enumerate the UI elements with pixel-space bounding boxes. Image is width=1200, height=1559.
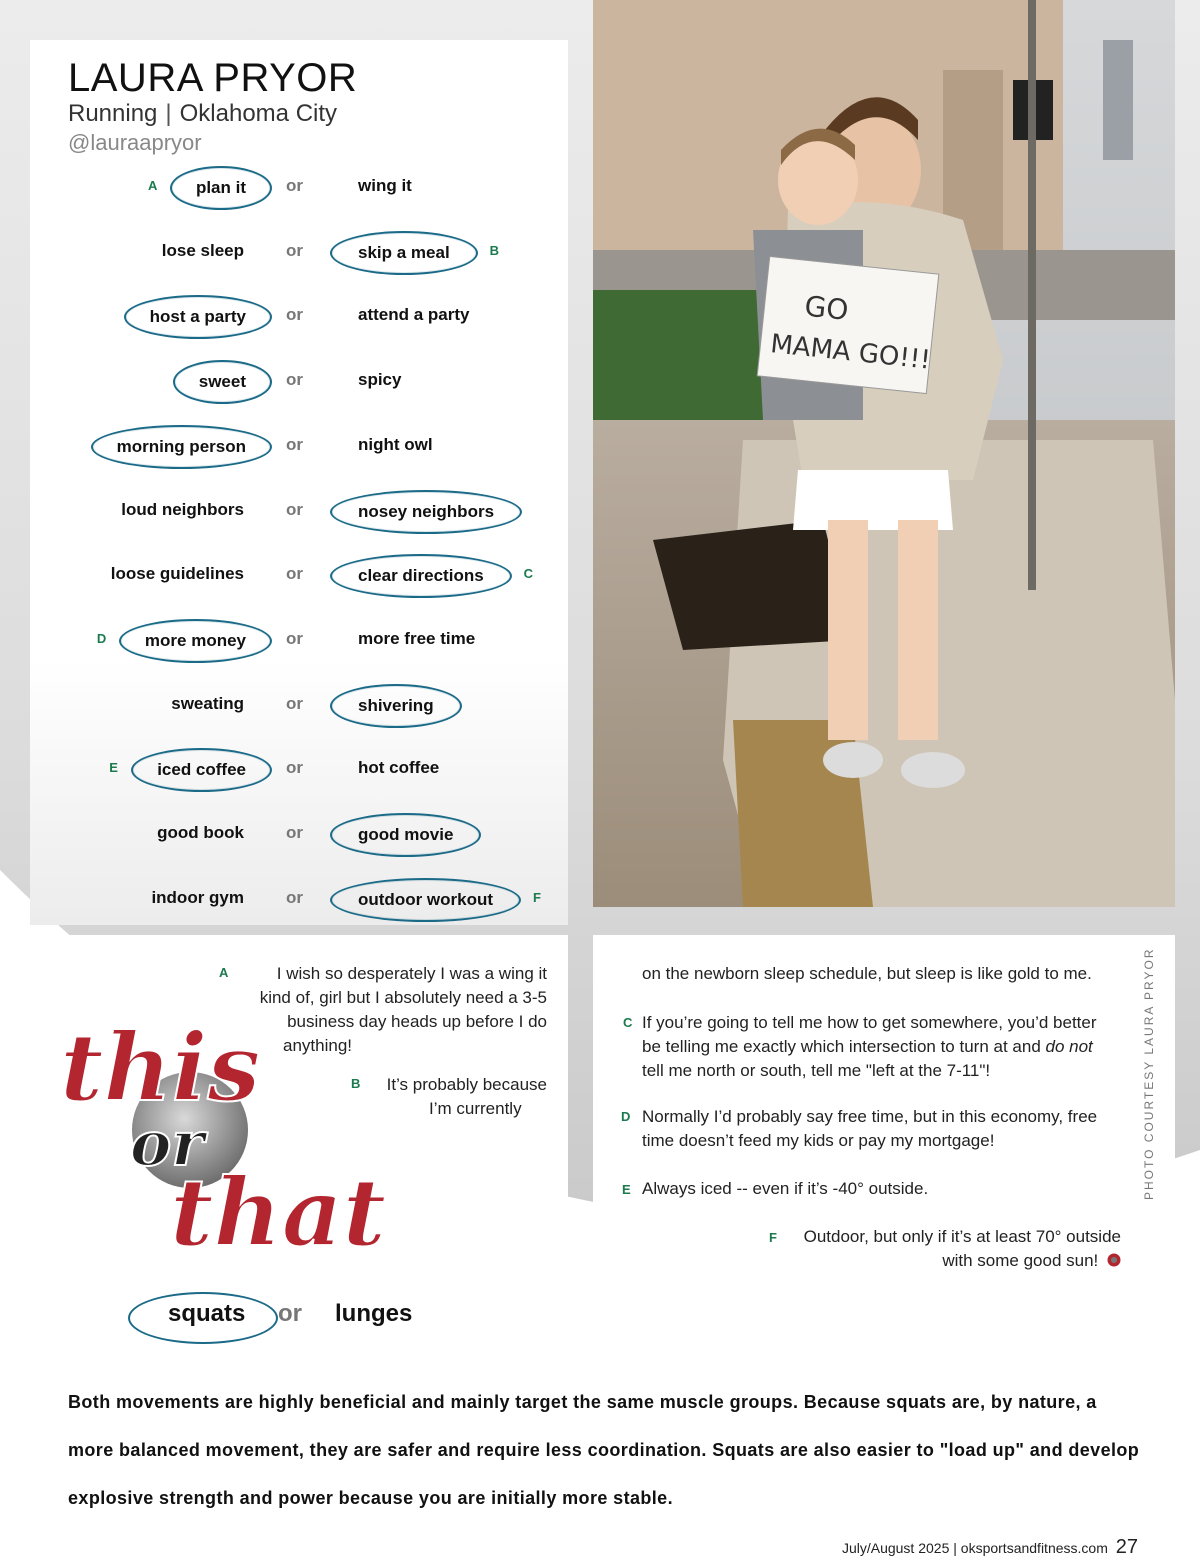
answer-f (793, 1225, 1121, 1273)
answer-b-line1: It’s probably because (386, 1075, 547, 1094)
choice-row (0, 166, 570, 206)
logo-word-that: that (170, 1158, 387, 1268)
answer-letter-e: E (622, 1182, 631, 1197)
choice-right-picked: clear directions (330, 554, 512, 598)
choice-row (0, 554, 570, 594)
choice-right-picked: good movie (330, 813, 481, 857)
choice-letter: A (147, 178, 158, 193)
answer-letter-b: B (351, 1076, 361, 1091)
answer-a (243, 962, 547, 1058)
answer-a-line2: kind of, girl but I absolutely need a 3-5 (259, 988, 547, 1007)
answer-letter-c: C (623, 1015, 633, 1030)
answer-c-line3: tell me north or south, tell me "left at the 7-11"! (642, 1061, 991, 1080)
footer-separator: | (953, 1540, 957, 1556)
choice-row (0, 231, 570, 271)
or-label: or (286, 628, 303, 648)
choice-letter: E (109, 760, 118, 776)
athlete-name: LAURA PRYOR (68, 56, 358, 100)
choice-row (0, 425, 570, 465)
or-label: or (286, 823, 303, 842)
tip-option-right: lunges (335, 1300, 413, 1327)
or-label: or (286, 305, 303, 325)
choice-left: sweating (171, 693, 244, 713)
choice-left: indoor gym (151, 887, 244, 907)
or-label: or (286, 693, 303, 713)
end-mark-icon (1107, 1253, 1121, 1267)
choice-row (0, 684, 570, 724)
choice-row (0, 748, 570, 788)
answer-d (642, 1105, 1097, 1153)
sport-city-line (68, 100, 337, 128)
choice-right: wing it (358, 176, 412, 195)
or-label: or (286, 758, 303, 778)
choice-row (0, 360, 570, 400)
choice-left: lose sleep (161, 240, 244, 260)
choice-letter: D (96, 630, 107, 646)
choice-letter: B (489, 242, 500, 258)
choice-left: good book (157, 823, 244, 842)
answer-a-line4: anything! (283, 1036, 352, 1055)
or-label: or (286, 176, 303, 195)
answer-f-line2: with some good sun! (942, 1251, 1099, 1270)
or-label: or (286, 370, 303, 390)
choice-left: loud neighbors (121, 499, 244, 519)
sign-text-line2: MAMA GO!!! (769, 329, 932, 376)
choice-left-picked: morning person (91, 425, 272, 469)
choice-left-picked: iced coffee (131, 748, 272, 792)
separator: | (165, 100, 172, 127)
choice-left-picked: plan it (170, 166, 272, 210)
choice-left-picked: sweet (173, 360, 272, 404)
choice-row (0, 490, 570, 530)
answer-a-line1: I wish so desperately I was a wing it (276, 964, 547, 983)
answer-c-line1: If you’re going to tell me how to get somewhere, you’d better (642, 1013, 1097, 1032)
answer-c-emphasis: do not (1045, 1037, 1093, 1056)
sport: Running (68, 100, 158, 127)
or-label: or (286, 240, 303, 260)
issue-date: July/August 2025 (841, 1540, 950, 1556)
choice-right: spicy (358, 370, 402, 390)
website-link[interactable]: oksportsandfitness.com (960, 1540, 1108, 1556)
answer-b (376, 1073, 547, 1121)
tip-body-text: Both movements are highly beneficial and mainly target the same muscle groups. Because squats are, by nature, a more balanced movement, they are safer and require less coordination. Squats are also easier to "load up" and develop explosive strength and power because you are initially more stable. (68, 1392, 1140, 1508)
athlete-photo (593, 0, 1175, 907)
answer-d-line1: Normally I’d probably say free time, but in this economy, free (642, 1107, 1098, 1126)
logo-word-or: or (130, 1107, 205, 1180)
answer-f-line1: Outdoor, but only if it’s at least 70° outside (803, 1227, 1121, 1246)
choice-right-picked: outdoor workout (330, 878, 521, 922)
logo-word-this: this (60, 1013, 261, 1123)
city: Oklahoma City (179, 100, 338, 127)
answer-d-line2: time doesn’t feed my kids or pay my mortgage! (642, 1131, 995, 1150)
or-label: or (286, 499, 303, 519)
photo-credit: PHOTO COURTESY LAURA PRYOR (1142, 947, 1156, 1200)
answer-b-line2: I’m currently (429, 1099, 522, 1118)
answer-letter-d: D (621, 1109, 631, 1124)
or-label: or (286, 434, 303, 454)
page-number: 27 (1115, 1536, 1138, 1558)
answer-c-line2: be telling me exactly which intersection to turn at and (642, 1037, 1041, 1056)
choice-right-picked: nosey neighbors (330, 490, 522, 534)
answer-a-line3: business day heads up before I do (287, 1012, 547, 1031)
choice-right: hot coffee (358, 758, 440, 778)
sign-text-line1: GO (803, 289, 850, 327)
answer-c (642, 1011, 1097, 1083)
choice-right-picked: shivering (330, 684, 462, 728)
social-handle: @lauraapryor (68, 130, 202, 155)
choice-right: night owl (358, 434, 433, 454)
choice-right: attend a party (358, 305, 470, 325)
page-footer (842, 1536, 1138, 1559)
choice-letter: C (523, 566, 534, 582)
choice-right-picked: skip a meal (330, 231, 478, 275)
or-label: or (286, 887, 303, 907)
answer-letter-f: F (769, 1230, 777, 1245)
choice-left-picked: host a party (124, 295, 272, 339)
tip-option-left: squats (168, 1300, 246, 1327)
choice-left: loose guidelines (110, 564, 244, 584)
answer-letter-a: A (219, 965, 229, 980)
choice-row (0, 878, 570, 918)
answer-e: Always iced -- even if it’s -40° outside. (642, 1179, 929, 1198)
choice-row (0, 619, 570, 659)
choice-row (0, 295, 570, 335)
or-label: or (286, 564, 303, 584)
choice-right: more free time (358, 628, 476, 648)
choice-letter: F (533, 889, 541, 905)
tip-or: or (278, 1300, 302, 1327)
answer-b-continued: on the newborn sleep schedule, but sleep is like gold to me. (642, 964, 1092, 983)
choice-row (0, 813, 570, 853)
choice-left-picked: more money (119, 619, 272, 663)
